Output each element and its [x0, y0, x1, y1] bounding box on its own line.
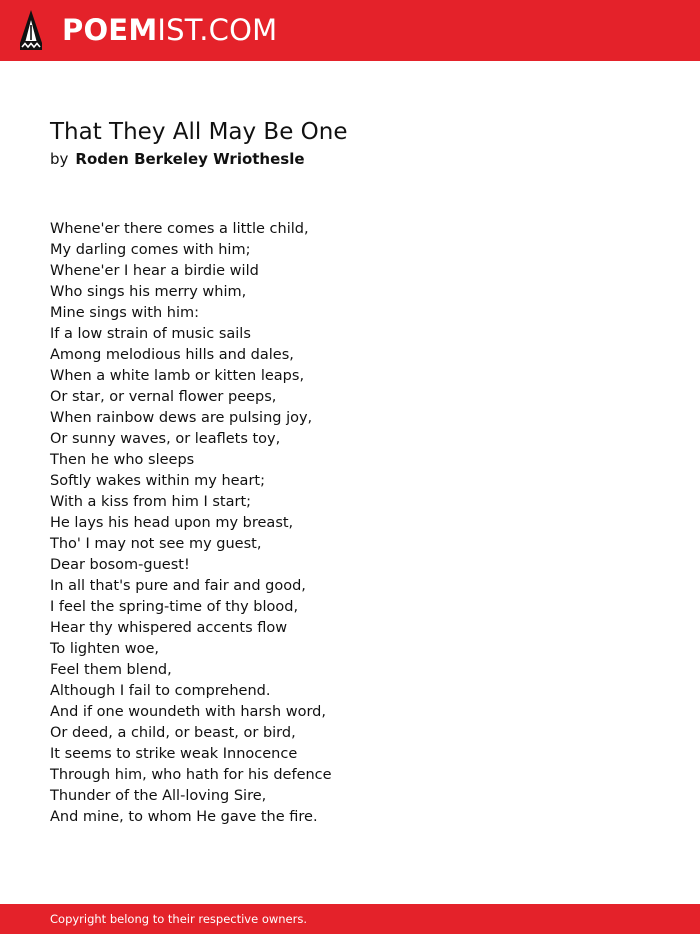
poem-line: Whene'er there comes a little child, — [50, 221, 309, 237]
site-footer — [0, 904, 700, 934]
poem-line: In all that's pure and fair and good, — [50, 578, 306, 594]
pen-nib-icon[interactable] — [18, 9, 44, 51]
poem-line: And mine, to whom He gave the fire. — [50, 809, 318, 825]
poem-line: Thunder of the All-loving Sire, — [50, 788, 267, 804]
poem-line: Hear thy whispered accents flow — [50, 620, 288, 636]
poem-line: Or deed, a child, or beast, or bird, — [50, 725, 296, 741]
author-name: Roden Berkeley Wriothesle — [75, 150, 305, 168]
logo-text-strong: POEM — [62, 13, 158, 47]
poem-line: Through him, who hath for his defence — [50, 767, 332, 783]
poem-line: Dear bosom-guest! — [50, 557, 190, 573]
poem-line: Or sunny waves, or leaflets toy, — [50, 431, 281, 447]
byline — [50, 149, 305, 169]
poem-line: I feel the spring-time of thy blood, — [50, 599, 299, 615]
poem-line: When rainbow dews are pulsing joy, — [50, 410, 313, 426]
poem-line: To lighten woe, — [50, 641, 159, 657]
by-label: by — [50, 150, 69, 168]
poem-line: With a kiss from him I start; — [50, 494, 252, 510]
poem-line: When a white lamb or kitten leaps, — [50, 368, 305, 384]
poem-line: It seems to strike weak Innocence — [50, 746, 298, 762]
poem-line: Among melodious hills and dales, — [50, 347, 294, 363]
poem-line: My darling comes with him; — [50, 242, 251, 258]
poem-body — [50, 219, 332, 828]
site-header — [0, 0, 700, 61]
poem-line: Feel them blend, — [50, 662, 172, 678]
poem-line: Or star, or vernal flower peeps, — [50, 389, 277, 405]
poem-line: Although I fail to comprehend. — [50, 683, 271, 699]
poem-line: Mine sings with him: — [50, 305, 200, 321]
poem-line: Whene'er I hear a birdie wild — [50, 263, 259, 279]
copyright-text: Copyright belong to their respective owners. — [50, 912, 308, 926]
poem-line: Softly wakes within my heart; — [50, 473, 265, 489]
logo-text-light: IST.COM — [157, 13, 278, 47]
poem-title: That They All May Be One — [50, 119, 348, 145]
poem-line: Who sings his merry whim, — [50, 284, 247, 300]
poem-line: And if one woundeth with harsh word, — [50, 704, 326, 720]
poem-line: Tho' I may not see my guest, — [50, 536, 262, 552]
poem-line: He lays his head upon my breast, — [50, 515, 294, 531]
poem-line: Then he who sleeps — [50, 452, 195, 468]
site-logo-wordmark[interactable] — [62, 12, 277, 48]
poem-line: If a low strain of music sails — [50, 326, 251, 342]
